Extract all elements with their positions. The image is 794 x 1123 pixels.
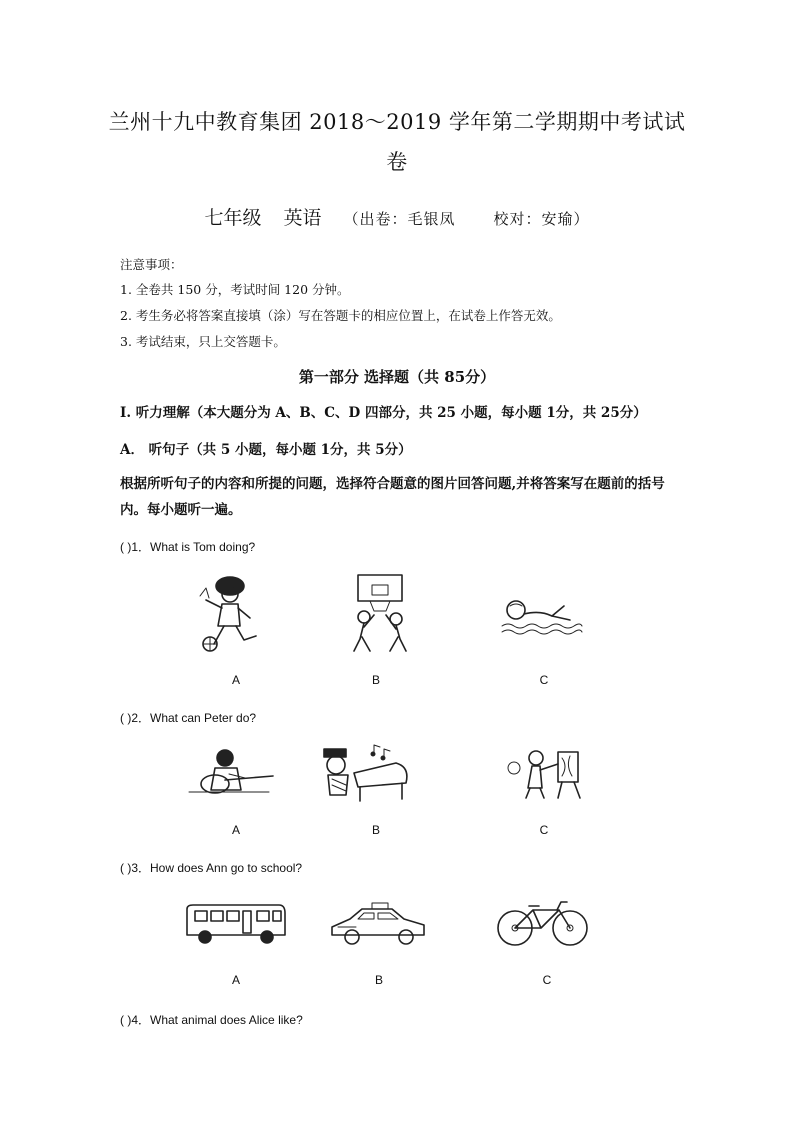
painter-icon bbox=[506, 748, 586, 798]
q2-option-b: B bbox=[371, 823, 380, 837]
proof-info: 校对：安瑜） bbox=[493, 210, 590, 228]
q3-option-a: A bbox=[231, 973, 240, 987]
exam-subtitle bbox=[0, 203, 794, 230]
q3-option-b: B bbox=[374, 973, 383, 987]
section1-heading: I. 听力理解（本大题分为 A、B、C、D 四部分，共 25 小题，每小题 1分，共 25分） bbox=[120, 405, 647, 421]
q2-option-a: A bbox=[231, 823, 240, 837]
guitar-player-icon bbox=[185, 748, 275, 798]
exam-title-line2: 卷 bbox=[386, 150, 408, 174]
boy-playing-soccer-icon bbox=[180, 574, 270, 654]
exam-title-line1: 兰州十九中教育集团 2018～2019 学年第二学期期中考试试 bbox=[108, 110, 686, 134]
part1-heading: 第一部分 选择题（共 85分） bbox=[298, 368, 496, 386]
instruction-text: 根据所听句子的内容和所提的问题，选择符合题意的图片回答问题,并将答案写在题前的括号内。每小题听一遍。 bbox=[120, 476, 665, 518]
q1-option-a: A bbox=[231, 673, 240, 687]
question-4: ( )4．What animal does Alice like? bbox=[120, 1013, 303, 1027]
note-item-1: 1. 全卷共 150 分，考试时间 120 分钟。 bbox=[120, 282, 350, 297]
q1-option-b: B bbox=[371, 673, 380, 687]
subject-label: 英语 bbox=[283, 207, 322, 229]
q1-option-c: C bbox=[539, 673, 549, 687]
author-info: （出卷：毛银凤 bbox=[343, 210, 456, 228]
question-2: ( )2．What can Peter do? bbox=[120, 711, 257, 725]
notes-heading: 注意事项： bbox=[120, 257, 183, 272]
question-1: ( )1．What is Tom doing? bbox=[120, 540, 256, 554]
q3-option-c: C bbox=[542, 973, 552, 987]
swimmer-icon bbox=[500, 598, 585, 638]
piano-player-icon bbox=[318, 743, 413, 803]
note-item-2: 2. 考生务必将答案直接填（涂）写在答题卡的相应位置上，在试卷上作答无效。 bbox=[120, 308, 561, 323]
grade-label: 七年级 bbox=[204, 207, 262, 229]
q2-option-c: C bbox=[539, 823, 549, 837]
note-item-3: 3. 考试结束，只上交答题卡。 bbox=[120, 334, 286, 349]
basketball-players-icon bbox=[340, 573, 420, 653]
bicycle-icon bbox=[495, 898, 590, 948]
bus-icon bbox=[183, 903, 288, 945]
question-3: ( )3．How does Ann go to school? bbox=[120, 861, 303, 875]
taxi-icon bbox=[328, 901, 428, 946]
subsection-a-heading: A． 听句子（共 5 小题，每小题 1分，共 5分） bbox=[120, 442, 412, 458]
